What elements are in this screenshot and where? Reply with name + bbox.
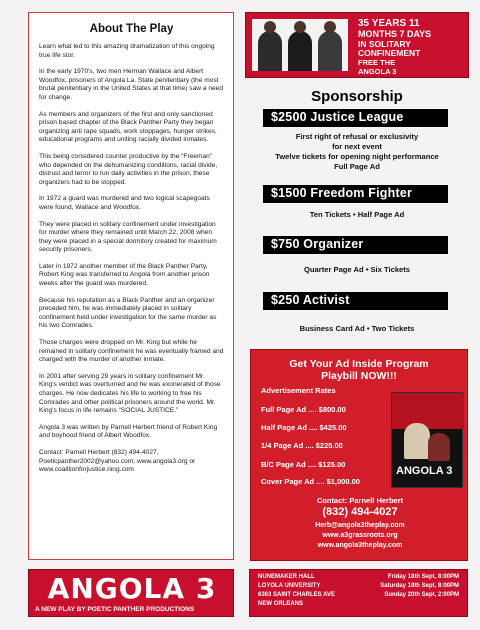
banner-months: MONTHS 7 DAYS xyxy=(358,29,432,39)
three-men-photo xyxy=(252,19,348,71)
rates-title: Advertisement Rates xyxy=(261,386,336,395)
rate-full-page: Full Page Ad .... $800.00 xyxy=(261,405,346,414)
tier-justice-league-desc: First right of refusal or exclusivity for next event Twelve tickets for opening night performance Full Page Ad xyxy=(275,132,439,171)
rate-bc-page: B/C Page Ad .... $125.00 xyxy=(261,460,346,469)
tier-justice-league: $2500 Justice League xyxy=(263,109,448,127)
tier-freedom-fighter-desc: Ten Tickets • Half Page Ad xyxy=(309,210,405,219)
about-contact: Contact: Parnell Herbert (832) 494-4027, Poeticpanther2002@yahoo.com, www.angola3.org or www.coalitionforjustice.ning.com xyxy=(39,448,196,474)
ad-contact-name: Contact: Parnell Herbert xyxy=(316,496,404,505)
tier-organizer: $750 Organizer xyxy=(263,236,448,254)
rate-half-page: Half Page Ad .... $425.00 xyxy=(261,423,347,432)
banner-years: 35 YEARS 11 xyxy=(358,18,420,29)
date-friday: Friday 18th Sept, 8:00PM xyxy=(387,574,459,580)
venue-hall: NUNEMAKER HALL xyxy=(258,574,315,580)
playbill-poster-image xyxy=(391,392,463,488)
sponsorship-title: Sponsorship xyxy=(311,88,403,105)
about-paragraph: Angola 3 was written by Parnell Herbert friend of Robert King and boyhood friend of Albert Woodfox. xyxy=(39,423,218,440)
rate-cover-page: Cover Page Ad .... $1,000.00 xyxy=(261,477,360,486)
about-paragraph: In 2001 after serving 29 years in solitary confinement Mr. King's verdict was overturned and he was exonerated of those charges. He now dedicates his life to working to free his Comrades and other political prisoners around the world. Mr. King's focus in life remains “SOCIAL JUSTICE.” xyxy=(39,372,221,415)
tier-freedom-fighter: $1500 Freedom Fighter xyxy=(263,185,448,203)
footer-venue-block xyxy=(249,569,468,617)
about-paragraph: Later in 1972 another member of the Black Panther Party, Robert King was transferred to Angola from another prison weeks after the guard was murdered. xyxy=(39,262,210,288)
footer-brand: ANGOLA 3 xyxy=(47,572,217,605)
footer-brand-block xyxy=(28,569,234,617)
banner-angola: ANGOLA 3 xyxy=(358,67,397,76)
date-sunday: Sunday 20th Sept, 2:00PM xyxy=(384,592,459,598)
tier-activist-desc: Business Card Ad • Two Tickets xyxy=(299,324,415,333)
poster-title: ANGOLA 3 xyxy=(396,465,453,477)
about-title: About The Play xyxy=(89,23,174,35)
rate-quarter-page: 1/4 Page Ad .... $225.00 xyxy=(261,441,343,450)
venue-city: NEW ORLEANS xyxy=(258,601,303,607)
about-paragraph: Learn what led to this amazing dramatization of this ongoing true life stor. xyxy=(39,43,215,59)
ad-contact-site-grassroots[interactable]: www.a3grassroots.org xyxy=(322,532,398,539)
date-saturday: Saturday 19th Sept, 8:00PM xyxy=(380,583,459,589)
about-paragraph: As members and organizers of the first and only sanctioned prison based chapter of the Black Panther Party they began organizing anti rape squads, work stoppages, hunger strikes, educational programs and uniting racially divided inmates. xyxy=(39,110,217,144)
banner-confinement: CONFINEMENT xyxy=(358,48,421,58)
banner-solitary: IN SOLITARY xyxy=(358,39,411,49)
about-paragraph: In 1972 a guard was murdered and two logical scapegoats were found, Wallace and Woodfox. xyxy=(39,195,210,211)
about-paragraph: Because his reputation as a Black Panther and an organizer preceded him, he was immediately placed in solitary confinement held under investigation for the same murder as his two Comrades. xyxy=(39,296,217,330)
venue-address: 6363 SAINT CHARLES AVE xyxy=(258,592,336,598)
ad-contact-email[interactable]: Herb@angola3theplay.com xyxy=(315,522,405,529)
tier-organizer-desc: Quarter Page Ad • Six Tickets xyxy=(303,265,411,274)
about-paragraph: They were placed in solitary confinement under investigation for murder where they remained until March 22, 2008 when they were placed in a special dormitory created for maximum security prisoners. xyxy=(39,220,217,254)
banner-free-the: FREE THE xyxy=(358,58,396,67)
about-panel xyxy=(28,12,234,560)
tier-activist: $250 Activist xyxy=(263,292,448,310)
about-paragraph: Those charges were dropped on Mr. King but while he remained in solitary confinement he was eventually framed and charged with the murder of another inmate. xyxy=(39,339,224,364)
program-ad-heading: Get Your Ad Inside Program Playbill NOW!!! xyxy=(289,358,429,382)
about-paragraph: This being considered counter productive by the “Freeman” who depended on the dehumanizing conditions, racial divide, distrust and terror to run daily activities in the prison, these organizers had to be stopped. xyxy=(39,152,218,186)
program-ad-box xyxy=(250,349,468,561)
venue-university: LOYOLA UNIVERSITY xyxy=(258,583,321,589)
top-banner xyxy=(245,12,469,78)
ad-contact-phone: (832) 494-4027 xyxy=(322,506,398,518)
ad-contact-site-theplay[interactable]: www.angola3theplay.com xyxy=(317,542,403,549)
about-paragraph: In the early 1970's, two men Herman Wallace and Albert Woodfox, prisoners of Angola La. State penitentiary (the most brutal penitentiary in the United States at that time) saw a need for change. xyxy=(39,68,223,101)
footer-tagline: A NEW PLAY BY POETIC PANTHER PRODUCTIONS xyxy=(35,606,195,613)
